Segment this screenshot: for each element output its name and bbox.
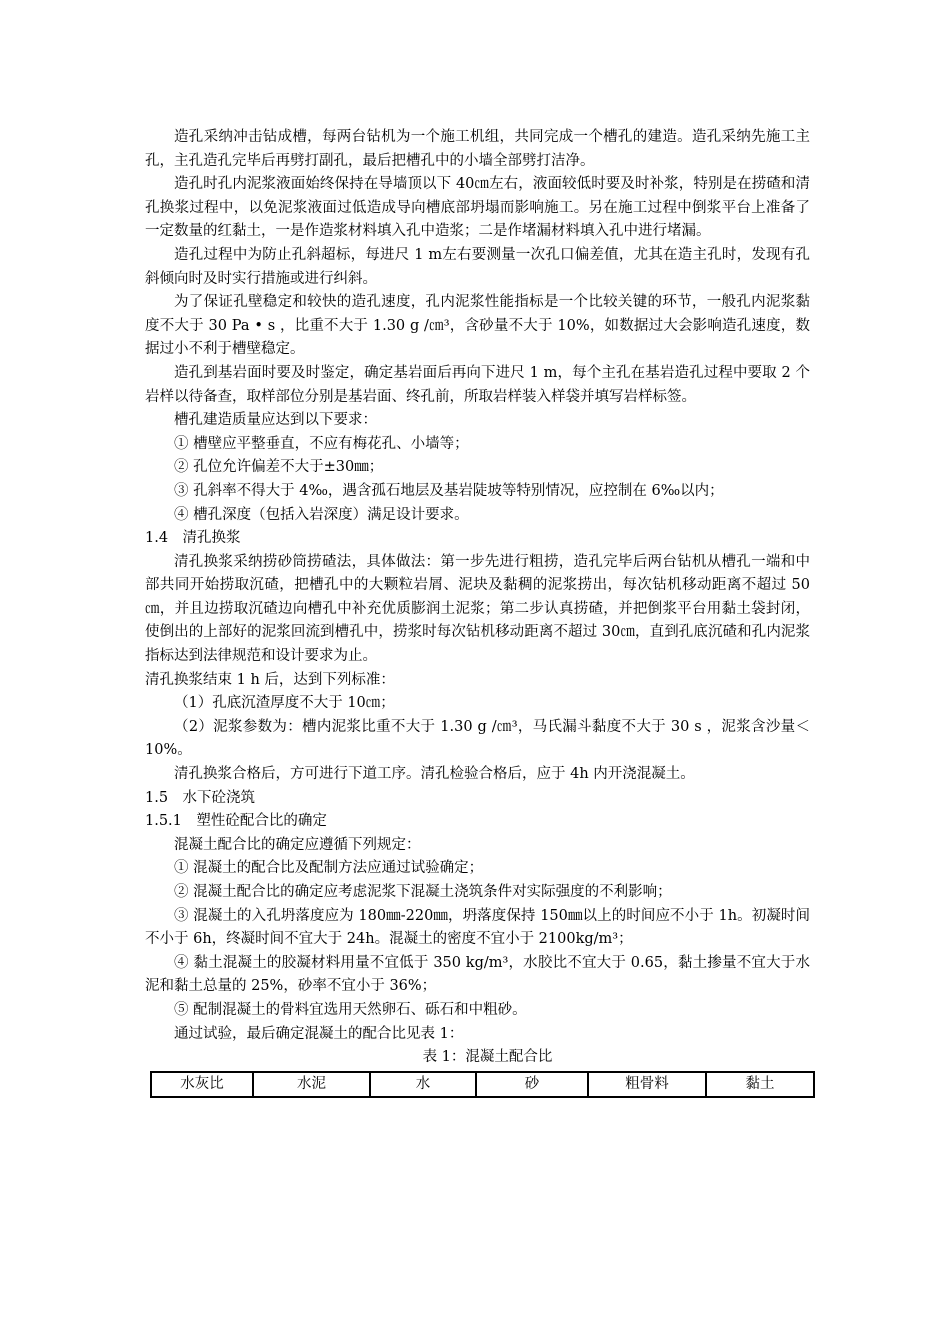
paragraph-quality-intro: 槽孔建造质量应达到以下要求： — [174, 412, 377, 429]
section-heading-1-5-1: 1.5.1 塑性砼配合比的确定 — [145, 813, 327, 830]
table-header-cell: 水灰比 — [151, 1072, 253, 1098]
requirement-item-4: ④ 槽孔深度（包括入岩深度）满足设计要求。 — [174, 506, 469, 523]
mix-ratio-table — [150, 1071, 815, 1099]
requirement-item-3: ③ 孔斜率不得大于 4‰，遇含孤石地层及基岩陡坡等特别情况，应控制在 6‰以内； — [174, 482, 724, 499]
paragraph-table-reference: 通过试验，最后确定混凝土的配合比见表 1： — [174, 1025, 464, 1042]
paragraph-slurry-performance: 为了保证孔壁稳定和较快的造孔速度，孔内泥浆性能指标是一个比较关键的环节，一般孔内泥浆黏度不大于 30 Pa • s ，比重不大于 1.30 g /㎝³，含砂量不大于 10%，如数据过大会影响造孔速度，数据过小不利于槽壁稳定。 — [145, 294, 810, 358]
paragraph-mix-rules-intro: 混凝土配合比的确定应遵循下列规定： — [174, 836, 421, 853]
mix-rule-1: ① 混凝土的配合比及配制方法应通过试验确定； — [174, 860, 484, 877]
table-header-cell: 砂 — [476, 1072, 588, 1098]
mix-rule-3: ③ 混凝土的入孔坍落度应为 180㎜-220㎜，坍落度保持 150㎜以上的时间应不小于 1h。初凝时间不小于 6h，终凝时间不宜大于 24h。混凝土的密度不宜小于 2100kg/m³； — [145, 907, 810, 948]
table-header-cell: 水 — [370, 1072, 476, 1098]
table-header-row — [151, 1072, 814, 1098]
paragraph-slurry-level: 造孔时孔内泥浆液面始终保持在导墙顶以下 40㎝左右，液面较低时要及时补浆，特别是在捞碴和清孔换浆过程中，以免泥浆液面过低造成导向槽底部坍塌而影响施工。另在施工过程中倒浆平台上准备了一定数量的红黏土，一是作造浆材料填入孔中造浆；二是作堵漏材料填入孔中进行堵漏。 — [145, 176, 810, 240]
paragraph-cleaning-standard: 清孔换浆结束 1 h 后，达到下列标准： — [145, 671, 395, 688]
table-header-cell: 粗骨料 — [588, 1072, 706, 1098]
paragraph-drilling-method: 造孔采纳冲击钻成槽，每两台钻机为一个施工机组，共同完成一个槽孔的建造。造孔采纳先施工主孔，主孔造孔完毕后再劈打副孔，最后把槽孔中的小墙全部劈打洁净。 — [145, 129, 810, 169]
section-heading-1-5: 1.5 水下砼浇筑 — [145, 789, 256, 806]
paragraph-cleaning-method: 清孔换浆采纳捞砂筒捞碴法，具体做法：第一步先进行粗捞，造孔完毕后两台钻机从槽孔一端和中部共同开始捞取沉碴，把槽孔中的大颗粒岩屑、泥块及黏稠的泥浆捞出，每次钻机移动距离不超过 50㎝，并且边捞取沉碴边向槽孔中补充优质膨润土泥浆；第二步认真捞碴，并把倒浆平台用黏土袋封闭，使倒出的上部好的泥浆回流到槽孔中，捞浆时每次钻机移动距离不超过 30㎝，直到孔底沉碴和孔内泥浆指标达到法律规范和设计要求为止。 — [145, 553, 810, 665]
standard-item-1: （1）孔底沉渣厚度不大于 10㎝； — [174, 695, 395, 712]
document-page — [145, 126, 810, 1098]
paragraph-hole-deviation: 造孔过程中为防止孔斜超标，每进尺 1 m左右要测量一次孔口偏差值，尤其在造主孔时，发现有孔斜倾向时及时实行措施或进行纠斜。 — [145, 246, 810, 287]
mix-rule-5: ⑤ 配制混凝土的骨料宜选用天然卵石、砾石和中粗砂。 — [174, 1001, 527, 1018]
table-header-cell: 水泥 — [253, 1072, 370, 1098]
paragraph-bedrock-identification: 造孔到基岩面时要及时鉴定，确定基岩面后再向下进尺 1 m，每个主孔在基岩造孔过程中要取 2 个岩样以待备查，取样部位分别是基岩面、终孔前，所取岩样装入样袋并填写岩样标签。 — [145, 364, 810, 405]
mix-rule-2: ② 混凝土配合比的确定应考虑泥浆下混凝土浇筑条件对实际强度的不利影响； — [174, 884, 672, 900]
standard-item-2: （2）泥浆参数为：槽内泥浆比重不大于 1.30 g /㎝³，马氏漏斗黏度不大于 30 s ，泥浆含沙量＜10%。 — [145, 718, 810, 759]
paragraph-cleaning-pass: 清孔换浆合格后，方可进行下道工序。清孔检验合格后，应于 4h 内开浇混凝土。 — [174, 766, 695, 783]
mix-rule-4: ④ 黏土混凝土的胶凝材料用量不宜低于 350 kg/m³，水胶比不宜大于 0.65，黏土掺量不宜大于水泥和黏土总量的 25%，砂率不宜小于 36%； — [145, 954, 810, 995]
table-caption: 表 1：混凝土配合比 — [422, 1049, 553, 1066]
requirement-item-2: ② 孔位允许偏差不大于±30㎜； — [174, 459, 384, 476]
table-header-cell: 黏土 — [706, 1072, 814, 1098]
section-heading-1-4: 1.4 清孔换浆 — [145, 530, 241, 547]
requirement-item-1: ① 槽壁应平整垂直，不应有梅花孔、小墙等； — [174, 435, 469, 452]
